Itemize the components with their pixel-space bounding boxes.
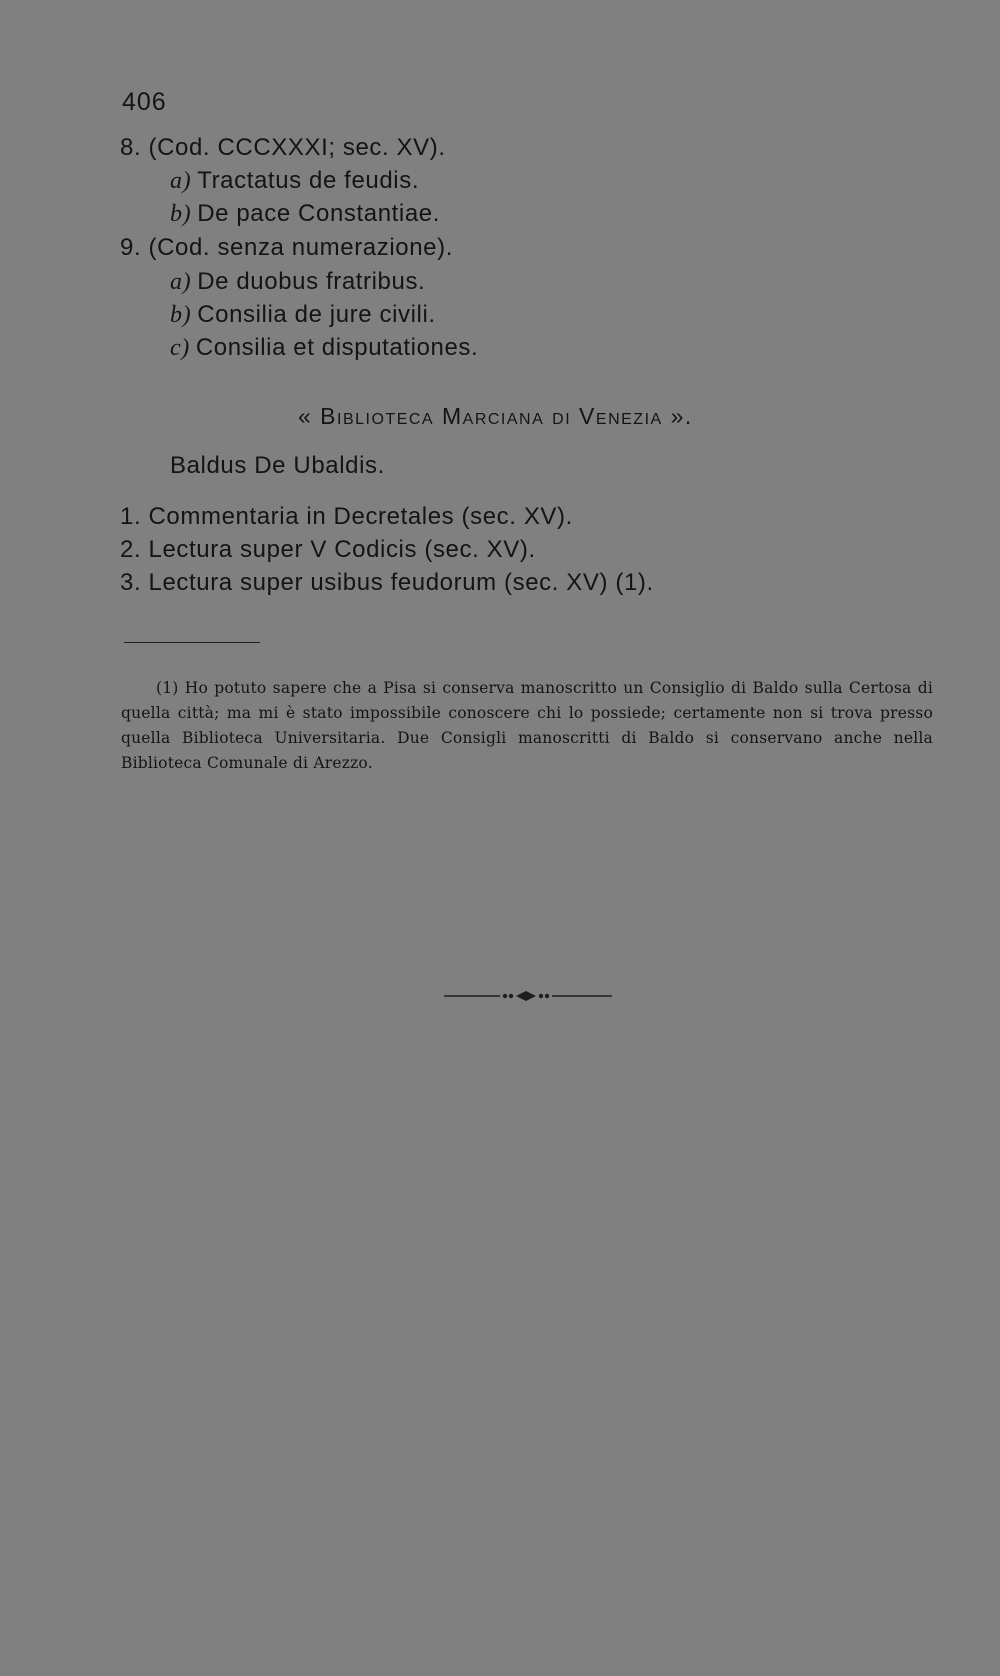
- list-subitem-9b: [170, 301, 436, 329]
- item-text: Lectura super usibus feudorum (sec. XV) (1).: [148, 569, 654, 596]
- item-letter: b): [170, 302, 192, 328]
- list-subitem-9a: [170, 268, 425, 296]
- list-item-2: [120, 536, 536, 564]
- item-text: De pace Constantiae.: [197, 200, 441, 227]
- item-text: Consilia de jure civili.: [197, 301, 436, 328]
- page-number: 406: [122, 88, 167, 116]
- item-text: Tractatus de feudis.: [197, 167, 420, 194]
- list-subitem-9c: [170, 334, 478, 362]
- item-text: Lectura super V Codicis (sec. XV).: [148, 536, 536, 563]
- footnote: (1) Ho potuto sapere che a Pisa si conserva manoscritto un Consiglio di Baldo sulla Certosa di quella città; ma mi è stato impossibile conoscere chi lo possiede; certamente non si trova presso quella Biblioteca Universitaria. Due Consigli manoscritti di Baldo si conservano anche nella Biblioteca Comunale di Arezzo.: [121, 679, 933, 772]
- item-text: Commentaria in Decretales (sec. XV).: [148, 503, 573, 530]
- item-number: 3.: [120, 569, 142, 596]
- item-number: 8.: [120, 134, 142, 161]
- list-item-1: [120, 503, 573, 531]
- list-item-3: [120, 569, 654, 597]
- list-subitem-8b: [170, 200, 440, 228]
- item-letter: c): [170, 335, 190, 361]
- list-item-9: [120, 234, 453, 262]
- item-text: (Cod. senza numerazione).: [148, 234, 453, 261]
- item-text: (Cod. CCCXXXI; sec. XV).: [148, 134, 446, 161]
- item-letter: a): [170, 168, 192, 194]
- list-item-8: [120, 134, 446, 162]
- item-text: De duobus fratribus.: [197, 268, 426, 295]
- item-number: 2.: [120, 536, 142, 563]
- item-letter: a): [170, 269, 192, 295]
- section-heading: « Biblioteca Marciana di Venezia ».: [298, 403, 693, 429]
- item-letter: b): [170, 201, 192, 227]
- item-number: 9.: [120, 234, 142, 261]
- list-subitem-8a: [170, 167, 419, 195]
- end-ornament: [444, 986, 612, 1006]
- item-number: 1.: [120, 503, 142, 530]
- footnote-separator: [124, 642, 260, 643]
- author-name: Baldus De Ubaldis.: [170, 452, 385, 479]
- item-text: Consilia et disputationes.: [195, 334, 479, 361]
